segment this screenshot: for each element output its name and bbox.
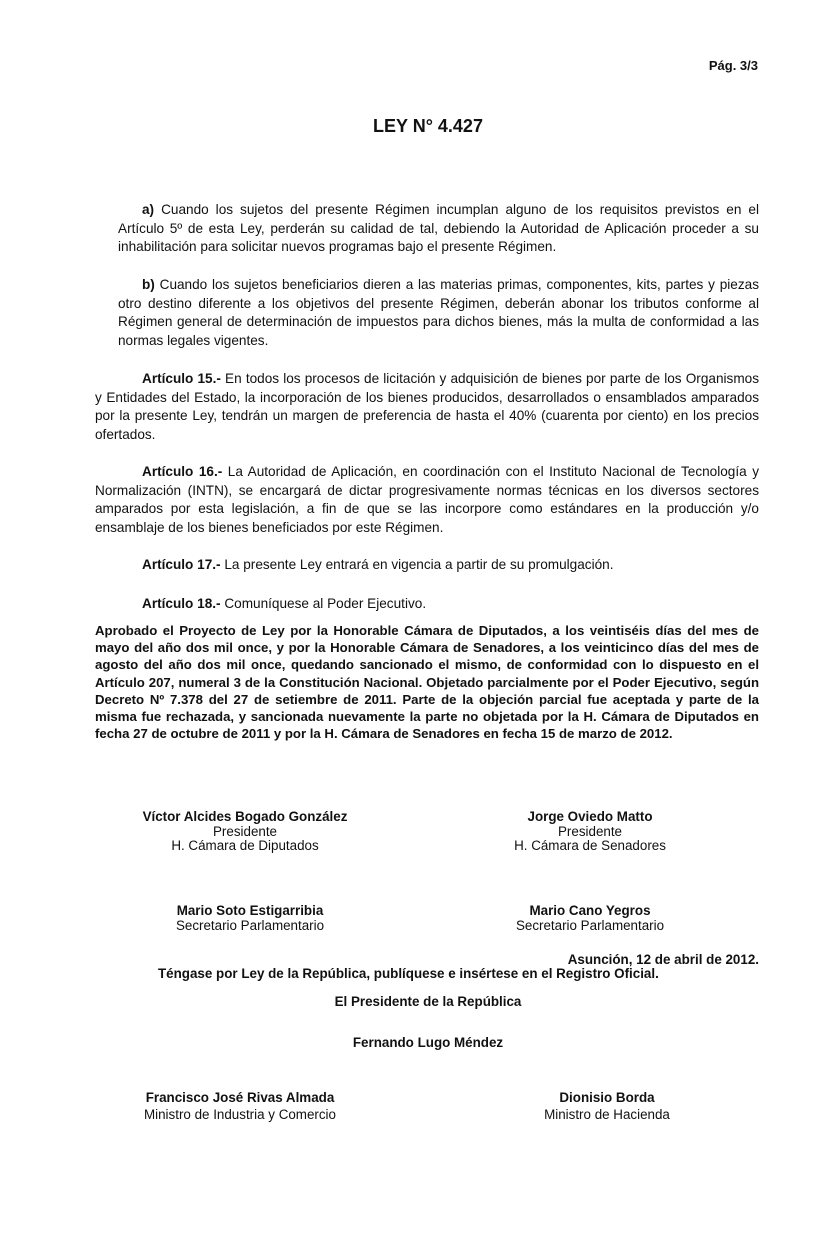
signatory-body: H. Cámara de Senadores [514,838,666,854]
signatory-role: Ministro de Hacienda [544,1106,670,1122]
signature-minister-finance [510,1091,704,1122]
signature-minister-industry [120,1091,360,1122]
signature-senadores-president [470,810,710,854]
promulgation-decree: Téngase por Ley de la República, publíquese e insértese en el Registro Oficial. [158,966,659,981]
item-b [118,276,759,350]
page-number: Pág. 3/3 [708,58,758,73]
signature-diputados-president [110,810,380,854]
approval-paragraph: Aprobado el Proyecto de Ley por la Honorable Cámara de Diputados, a los veintiséis días del mes de mayo del año dos mil once, y por la Honorable Cámara de Senadores, a los veinticinco días del mes de agosto del año dos mil once, quedando sancionado el mismo, de conformidad con lo dispuesto en el Artículo 207, numeral 3 de la Constitución Nacional. Objetado parcialmente por el Poder Ejecutivo, según Decreto Nº 7.378 del 27 de setiembre de 2011. Parte de la objeción parcial fue aceptada y parte de la misma fue rechazada, y sancionada nuevamente la parte no objetada por la H. Cámara de Diputados en fecha 27 de octubre de 2011 y por la H. Cámara de Senadores en fecha 15 de marzo de 2012. [95,623,759,742]
signatory-name: Mario Cano Yegros [529,903,651,918]
item-text: Cuando los sujetos beneficiarios dieren a las materias primas, componentes, kits, partes y piezas otro destino diferente a los objetivos del presente Régimen, deberán abonar los tributos conforme al Régimen general de determinación de impuestos para dichos bienes, más la multa de conformidad a las normas legales vigentes. [118,277,759,348]
signatory-role: Secretario Parlamentario [175,917,325,933]
signature-senadores-secretary [480,904,700,933]
article-label: Artículo 18.- [142,596,221,611]
item-label: a) [142,202,155,217]
signatory-name: Francisco José Rivas Almada [145,1090,335,1105]
signatory-name: Jorge Oviedo Matto [527,809,653,824]
article-label: Artículo 15.- [142,371,221,386]
item-text: Cuando los sujetos del presente Régimen incumplan alguno de los requisitos previstos en el Artículo 5º de esta Ley, perderán su calidad de tal, debiendo la Autoridad de Aplicación proceder a su inhabilitación para solicitar nuevos programas bajo el presente Régimen. [118,202,759,255]
article-text: En todos los procesos de licitación y adquisición de bienes por parte de los Organismos y Entidades del Estado, la incorporación de los bienes producidos, desarrollados o ensamblados amparados por la presente Ley, tendrán un margen de preferencia de hasta el 40% (cuarenta por ciento) en los precios ofertados. [95,371,760,442]
president-name: Fernando Lugo Méndez [352,1035,504,1050]
signatory-role: Presidente [212,823,278,839]
signatory-role: Presidente [557,823,623,839]
article-17 [95,556,759,575]
president-title: El Presidente de la República [334,994,522,1009]
signatory-name: Dionisio Borda [559,1090,655,1105]
article-text: La presente Ley entrará en vigencia a partir de su promulgación. [220,557,614,572]
signatory-name: Víctor Alcides Bogado González [142,809,348,824]
article-16 [95,463,759,537]
date-line: Asunción, 12 de abril de 2012. [567,952,759,967]
law-title: LEY N° 4.427 [373,116,483,136]
item-label: b) [142,277,155,292]
item-a [118,201,759,257]
article-18 [95,595,759,614]
article-text: La Autoridad de Aplicación, en coordinación con el Instituto Nacional de Tecnología y Normalización (INTN), se encargará de dictar progresivamente normas técnicas en los diversos sectores amparados por esta legislación, a fin de que se las incorpore como estándares en la producción y/o ensamblaje de los bienes beneficiados por este Régimen. [95,464,760,535]
article-label: Artículo 16.- [142,464,223,479]
article-text: Comuníquese al Poder Ejecutivo. [220,596,427,611]
signatory-name: Mario Soto Estigarribia [176,903,324,918]
signatory-body: H. Cámara de Diputados [171,838,319,854]
signature-diputados-secretary [130,904,370,933]
signatory-role: Secretario Parlamentario [515,917,665,933]
article-label: Artículo 17.- [142,557,221,572]
signatory-role: Ministro de Industria y Comercio [143,1106,336,1122]
article-15 [95,370,759,444]
